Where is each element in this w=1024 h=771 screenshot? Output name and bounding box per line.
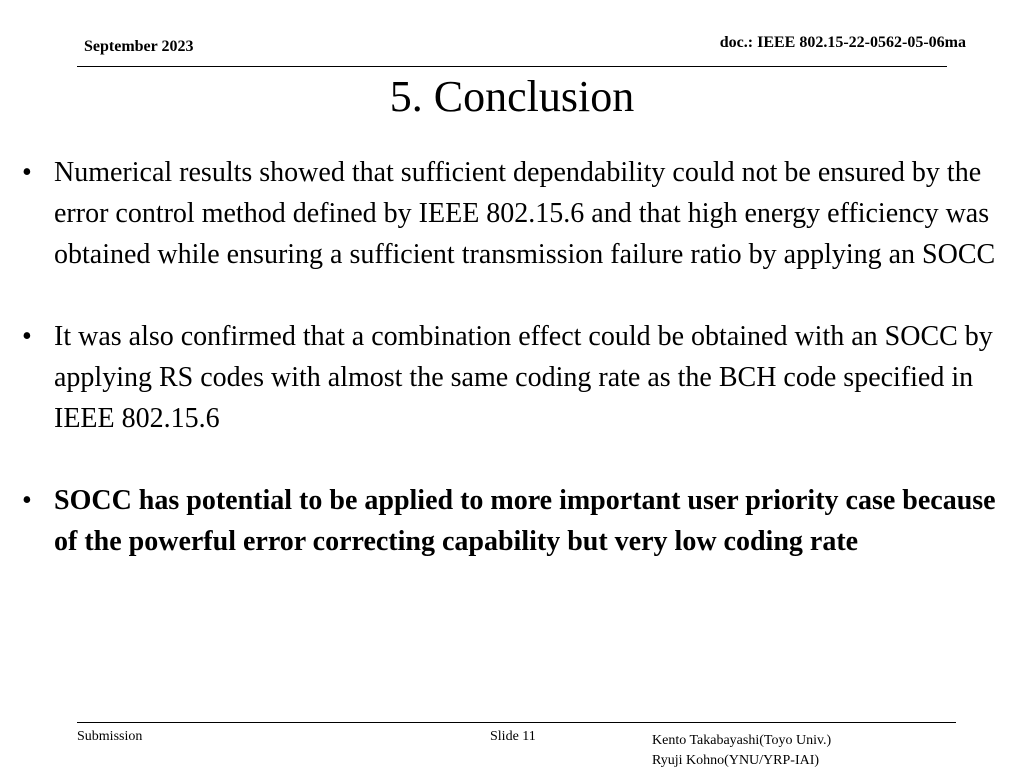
header-date: September 2023 <box>84 38 194 55</box>
footer-author-1: Kento Takabayashi(Toyo Univ.) <box>652 733 832 748</box>
bullet-list <box>22 152 1002 603</box>
header-divider <box>77 66 947 67</box>
footer-submission: Submission <box>77 729 143 744</box>
header-document-id: doc.: IEEE 802.15-22-0562-05-06ma <box>719 34 966 51</box>
footer-divider <box>77 722 956 723</box>
bullet-icon: • <box>22 157 32 188</box>
bullet-text-1: Numerical results showed that sufficient dependability could not be ensured by the error control method defined by IEEE 802.15.6 and that high energy efficiency was obtained while ensuring a sufficient transmission failure ratio by applying an SOCC <box>54 157 996 270</box>
footer-slide-number: Slide 11 <box>490 729 536 744</box>
bullet-icon: • <box>22 321 32 352</box>
bullet-text-2: It was also confirmed that a combination effect could be obtained with an SOCC by applying RS codes with almost the same coding rate as the BCH code specified in IEEE 802.15.6 <box>54 321 993 434</box>
footer-author-2: Ryuji Kohno(YNU/YRP-IAI) <box>652 753 820 768</box>
bullet-icon: • <box>22 485 32 516</box>
bullet-item-1 <box>22 152 1002 275</box>
footer-authors <box>652 731 831 771</box>
bullet-item-3 <box>22 480 1002 562</box>
bullet-item-2 <box>22 316 1002 439</box>
bullet-text-3: SOCC has potential to be applied to more important user priority case because of the powerful error correcting capability but very low coding rate <box>54 485 996 557</box>
slide-title: 5. Conclusion <box>389 72 635 121</box>
